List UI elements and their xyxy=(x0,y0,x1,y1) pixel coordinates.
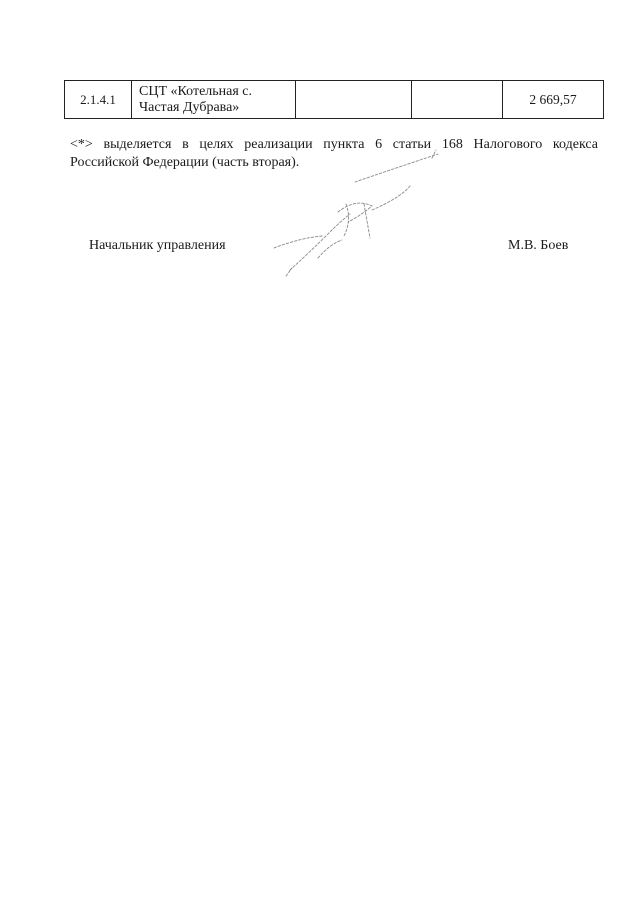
row-name-cell xyxy=(132,81,296,119)
data-table xyxy=(64,80,604,119)
empty-cell-3 xyxy=(296,81,412,119)
handwritten-signature xyxy=(260,140,460,290)
footnote-line2: Российской Федерации (часть вторая). xyxy=(70,155,300,170)
row-value-cell: 2 669,57 xyxy=(503,81,604,119)
signatory-position: Начальник управления xyxy=(89,238,226,253)
footnote-line1: <*> выделяется в целях реализации пункта 6 статьи 168 Налогового кодекса xyxy=(70,137,598,152)
row-name-line1: СЦТ «Котельная с. xyxy=(139,83,253,99)
row-number-cell: 2.1.4.1 xyxy=(65,81,132,119)
row-name-line2: Частая Дубрава» xyxy=(139,99,240,115)
table-row xyxy=(65,81,604,119)
signatory-name: М.В. Боев xyxy=(508,238,569,253)
empty-cell-4 xyxy=(412,81,503,119)
